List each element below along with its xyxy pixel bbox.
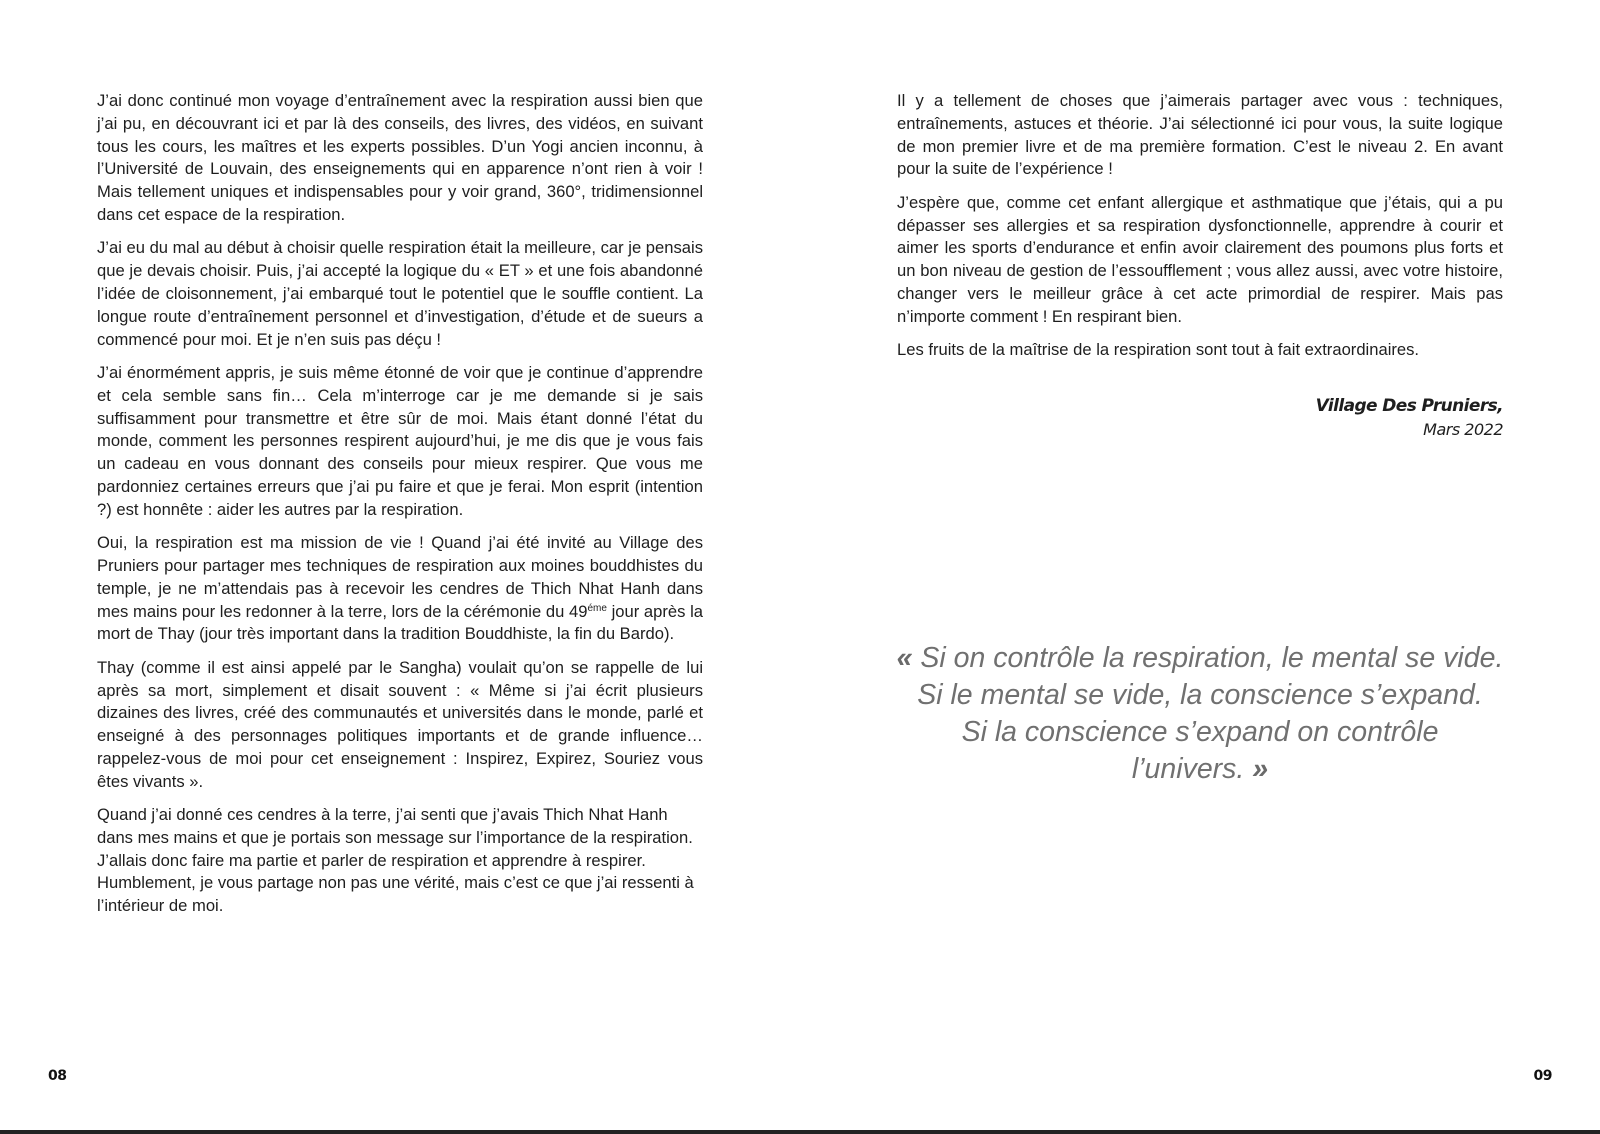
page-number-right: 09	[1533, 1068, 1552, 1084]
left-text-column	[97, 90, 703, 929]
bottom-rule	[0, 1130, 1600, 1134]
pull-quote	[890, 640, 1510, 788]
quote-close-mark: »	[1252, 753, 1269, 785]
paragraph: Il y a tellement de choses que j’aimerais partager avec vous : techniques, entraînements, astuces et théorie. J’ai sélectionné ici pour vous, la suite logique de mon premier livre et de ma première formation. C’est le niveau 2. En avant pour la suite de l’expérience !	[897, 91, 1503, 179]
paragraph: J’ai donc continué mon voyage d’entraînement avec la respiration aussi bien que j’ai pu, en découvrant ici et par là des conseils, des livres, des vidéos, en suivant tous les cours, les maîtres et les experts possibles. D’un Yogi ancien inconnu, à l’Université de Louvain, des enseignements qui en apparence n’ont rien à voir ! Mais tellement uniques et indispensables pour y voir grand, 360°, tridimensionnel dans cet espace de la respiration.	[97, 91, 703, 224]
left-page	[0, 0, 800, 1130]
paragraph: J’espère que, comme cet enfant allergique et asthmatique que j’étais, qui a pu dépasser ses allergies et sa respiration dysfonctionnelle, apprendre à courir et aimer les sports d’endurance et enfin avoir clairement des poumons plus forts et un bon niveau de gestion de l’essoufflement ; vous allez aussi, avec votre histoire, changer vers le meilleur grâce à cet acte primordial de respirer. Mais pas n’importe comment ! En respirant bien.	[897, 192, 1503, 326]
paragraph-ceremony	[97, 532, 703, 646]
right-text-column	[897, 90, 1503, 373]
paragraph: J’ai eu du mal au début à choisir quelle respiration était la meilleure, car je pensais que je devais choisir. Puis, j’ai accepté la logique du « ET » et une fois abandonné l’idée de cloisonnement, j’ai embarqué tout le potentiel que le souffle contient. La longue route d’entraînement personnel et d’investigation, d’étude et de sueurs a commencé pour moi. Et je n’en suis pas déçu !	[97, 238, 704, 349]
signature-date: Mars 2022	[1423, 420, 1503, 439]
page-number-left: 08	[48, 1068, 67, 1084]
quote-line: Si le mental se vide, la conscience s’expand.	[917, 679, 1483, 711]
ordinal-superscript: éme	[587, 602, 607, 614]
signature-place: Village Des Pruniers,	[1315, 396, 1503, 416]
signature-block	[1316, 394, 1503, 442]
quote-text: l’univers.	[1131, 753, 1245, 785]
quote-text: Si on contrôle la respiration, le mental se vide.	[920, 642, 1504, 674]
paragraph: Les fruits de la maîtrise de la respiration sont tout à fait extraordinaires.	[897, 340, 1420, 360]
paragraph: Quand j’ai donné ces cendres à la terre, j’ai senti que j’avais Thich Nhat Hanh dans mes mains et que je portais son message sur l’importance de la respiration. J’allais donc faire ma partie et parler de respiration et apprendre à respirer. Humblement, je vous partage non pas une vérité, mais c’est ce que j’ai ressenti à l’intérieur de moi.	[97, 805, 694, 916]
paragraph-text: Oui, la respiration est ma mission de vie ! Quand j’ai été invité au Village des Pruniers pour partager mes techniques de respiration aux moines bouddhistes du temple, je ne m’attendais pas à recevoir les cendres de Thich Nhat Hanh dans mes mains pour les redonner à la terre, lors de la cérémonie du 49	[97, 533, 703, 621]
paragraph-text: jour après la mort de Thay (jour très important dans la tradition Bouddhiste, la fin du Bardo).	[97, 601, 703, 644]
paragraph: J’ai énormément appris, je suis même étonné de voir que je continue d’apprendre et cela semble sans fin… Cela m’interroge car je me demande si je sais suffisamment pour transmettre et être sûr de moi. Mais étant donné l’état du monde, comment les personnes respirent aujourd’hui, je me dis que je vous fais un cadeau en vous donnant des conseils pour mieux respirer. Que vous me pardonniez certaines erreurs que j’ai pu faire et que je ferai. Mon esprit (intention ?) est honnête : aider les autres par la respiration.	[97, 362, 703, 519]
quote-line	[890, 640, 1510, 677]
paragraph: Thay (comme il est ainsi appelé par le Sangha) voulait qu’on se rappelle de lui après sa mort, simplement et disait souvent : « Même si j’ai écrit plusieurs dizaines des livres, créé des communautés et universités dans le monde, parlé et enseigné à des personnages politiques importants et de grande influence… rappelez-vous de moi pour cet enseignement : Inspirez, Expirez, Souriez vous êtes vivants ».	[97, 657, 703, 791]
quote-line: Si la conscience s’expand on contrôle	[961, 716, 1439, 748]
quote-line	[890, 751, 1510, 788]
right-page	[800, 0, 1600, 1130]
quote-open-mark: «	[896, 642, 913, 674]
